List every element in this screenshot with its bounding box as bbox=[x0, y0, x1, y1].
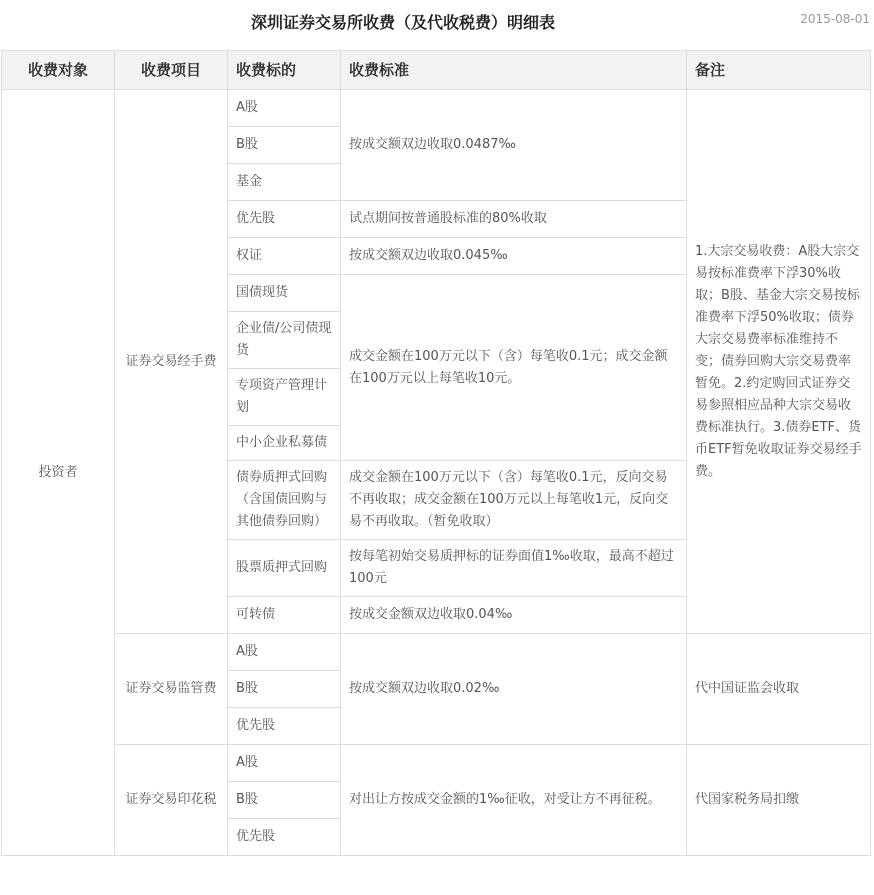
subject-cell: 可转债 bbox=[228, 597, 341, 634]
standard-cell: 按每笔初始交易质押标的证券面值1‰收取，最高不超过100元 bbox=[341, 540, 687, 597]
fee-table bbox=[1, 50, 871, 856]
standard-cell: 按成交金额双边收取0.04‰ bbox=[341, 597, 687, 634]
table-row bbox=[2, 90, 871, 127]
subject-cell: A股 bbox=[228, 634, 341, 671]
column-header-item: 收费项目 bbox=[115, 51, 228, 90]
table-header-row bbox=[2, 51, 871, 90]
subject-cell: 中小企业私募债 bbox=[228, 426, 341, 461]
subject-cell: B股 bbox=[228, 127, 341, 164]
subject-cell: A股 bbox=[228, 90, 341, 127]
subject-cell: B股 bbox=[228, 671, 341, 708]
standard-cell: 按成交额双边收取0.02‰ bbox=[341, 634, 687, 745]
payer-cell: 投资者 bbox=[2, 90, 115, 856]
remark-cell: 代国家税务局扣缴 bbox=[687, 745, 871, 856]
standard-cell: 成交金额在100万元以下（含）每笔收0.1元；成交金额在100万元以上每笔收10元。 bbox=[341, 275, 687, 461]
column-header-remark: 备注 bbox=[687, 51, 871, 90]
column-header-payer: 收费对象 bbox=[2, 51, 115, 90]
subject-cell: B股 bbox=[228, 782, 341, 819]
standard-cell: 按成交额双边收取0.045‰ bbox=[341, 238, 687, 275]
column-header-standard: 收费标准 bbox=[341, 51, 687, 90]
standard-cell: 成交金额在100万元以下（含）每笔收0.1元，反向交易不再收取；成交金额在100万元以上每笔收1元，反向交易不再收取。（暂免收取） bbox=[341, 461, 687, 540]
column-header-subject: 收费标的 bbox=[228, 51, 341, 90]
subject-cell: 优先股 bbox=[228, 708, 341, 745]
standard-cell: 按成交额双边收取0.0487‰ bbox=[341, 90, 687, 201]
table-row bbox=[2, 745, 871, 782]
subject-cell: 企业债/公司债现货 bbox=[228, 312, 341, 369]
item-cell: 证券交易监管费 bbox=[115, 634, 228, 745]
standard-cell: 试点期间按普通股标准的80%收取 bbox=[341, 201, 687, 238]
subject-cell: 专项资产管理计划 bbox=[228, 369, 341, 426]
subject-cell: A股 bbox=[228, 745, 341, 782]
table-row bbox=[2, 634, 871, 671]
subject-cell: 股票质押式回购 bbox=[228, 540, 341, 597]
item-cell: 证券交易印花税 bbox=[115, 745, 228, 856]
item-cell: 证券交易经手费 bbox=[115, 90, 228, 634]
page-title: 深圳证券交易所收费（及代收税费）明细表 bbox=[250, 13, 555, 32]
subject-cell: 优先股 bbox=[228, 201, 341, 238]
subject-cell: 债券质押式回购（含国债回购与其他债券回购） bbox=[228, 461, 341, 540]
publish-date: 2015-08-01 bbox=[800, 12, 870, 26]
subject-cell: 优先股 bbox=[228, 819, 341, 856]
remark-cell: 1.大宗交易收费：A股大宗交易按标准费率下浮30%收取；B股、基金大宗交易按标准费率下浮50%收取；债券大宗交易费率标准维持不变；债券回购大宗交易费率暂免。2.约定购回式证券交易参照相应品种大宗交易收费标准执行。3.债券ETF、货币ETF暂免收取证券交易经手费。 bbox=[687, 90, 871, 634]
remark-cell: 代中国证监会收取 bbox=[687, 634, 871, 745]
subject-cell: 基金 bbox=[228, 164, 341, 201]
standard-cell: 对出让方按成交金额的1‰征收，对受让方不再征税。 bbox=[341, 745, 687, 856]
subject-cell: 国债现货 bbox=[228, 275, 341, 312]
subject-cell: 权证 bbox=[228, 238, 341, 275]
